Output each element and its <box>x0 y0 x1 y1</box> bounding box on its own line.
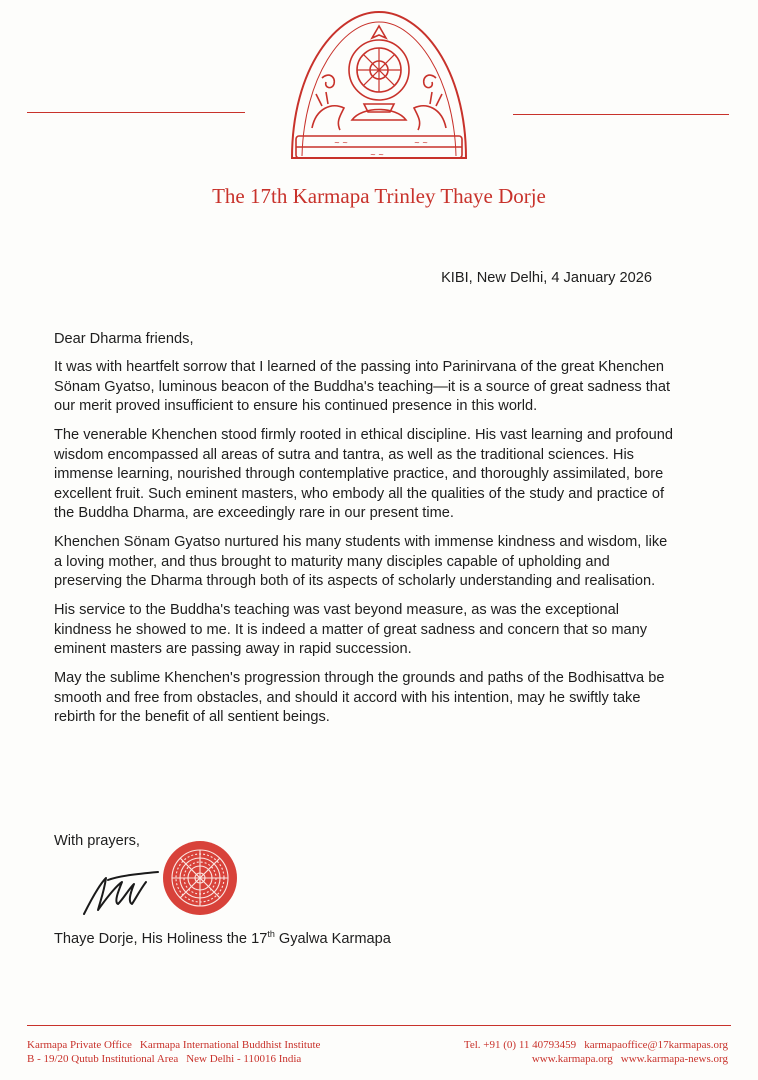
paragraph-4: His service to the Buddha's teaching was vast beyond measure, as was the exceptional kindness he showed to me. It is indeed a matter of great sadness and concern that so many eminent masters are passing away in rapid succession. <box>54 602 648 657</box>
signoff-title: Gyalwa Karmapa <box>274 931 391 947</box>
footer-email[interactable]: karmapaoffice@17karmapas.org <box>584 1039 728 1051</box>
footer-city: New Delhi - 110016 India <box>186 1053 302 1065</box>
dharma-wheel-emblem-icon <box>282 8 476 168</box>
footer-office: Karmapa Private Office <box>27 1039 132 1051</box>
letterhead-title: The 17th Karmapa Trinley Thaye Dorje <box>212 184 546 208</box>
svg-text:~ ~: ~ ~ <box>414 139 428 147</box>
handwritten-signature-icon <box>78 868 164 918</box>
paragraph-3: Khenchen Sönam Gyatso nurtured his many students with immense kindness and wisdom, like a loving mother, and thus brought to maturity many disciples capable of upholding and preserving the Dharma through both of its aspects of scholarly understanding and realisation. <box>54 534 668 589</box>
svg-text:~ ~: ~ ~ <box>370 151 384 159</box>
paragraph-1: It was with heartfelt sorrow that I learned of the passing into Parinirvana of the great Khenchen Sönam Gyatso, luminous beacon of the Buddha's teaching—it is a source of great sadness that our merit proved insufficient to ensure his continued presence in this world. <box>54 359 671 414</box>
signoff-name: Thaye Dorje, His Holiness the 17 <box>54 931 268 947</box>
svg-text:~ ~: ~ ~ <box>334 139 348 147</box>
closing: With prayers, <box>54 833 140 849</box>
footer-address: B - 19/20 Qutub Institutional Area <box>27 1053 179 1065</box>
footer-website-1[interactable]: www.karmapa.org <box>531 1053 613 1065</box>
letter-body <box>54 330 674 737</box>
place-date: KIBI, New Delhi, 4 January 2026 <box>441 270 652 286</box>
footer-rule <box>27 1025 731 1026</box>
footer-institute: Karmapa International Buddhist Institute <box>139 1039 321 1051</box>
footer-phone: Tel. +91 (0) 11 40793459 <box>463 1039 577 1051</box>
paragraph-2: The venerable Khenchen stood firmly rooted in ethical discipline. His vast learning and profound wisdom encompassed all areas of sutra and tantra, as well as the traditional sciences. His immense learning, nourished through contemplative practice, and thoroughly assimilated, bore excellent fruit. Such eminent masters, who embody all the qualities of the study and practice of the Buddha Dharma, are exceedingly rare in our present time. <box>54 427 673 521</box>
header-rule-left <box>27 112 245 113</box>
paragraph-5: May the sublime Khenchen's progression through the grounds and paths of the Bodhisattva be smooth and free from obstacles, and should it accord with his intention, may he swiftly take rebirth for the benefit of all sentient beings. <box>54 670 665 725</box>
signoff <box>54 929 391 947</box>
footer-contact-block <box>380 1038 728 1066</box>
red-seal-icon <box>162 840 238 916</box>
header-rule-right <box>513 114 729 115</box>
footer-website-2[interactable]: www.karmapa-news.org <box>620 1053 728 1065</box>
footer-address-block <box>27 1038 320 1066</box>
signoff-superscript: th <box>267 929 275 939</box>
greeting: Dear Dharma friends, <box>54 331 194 347</box>
